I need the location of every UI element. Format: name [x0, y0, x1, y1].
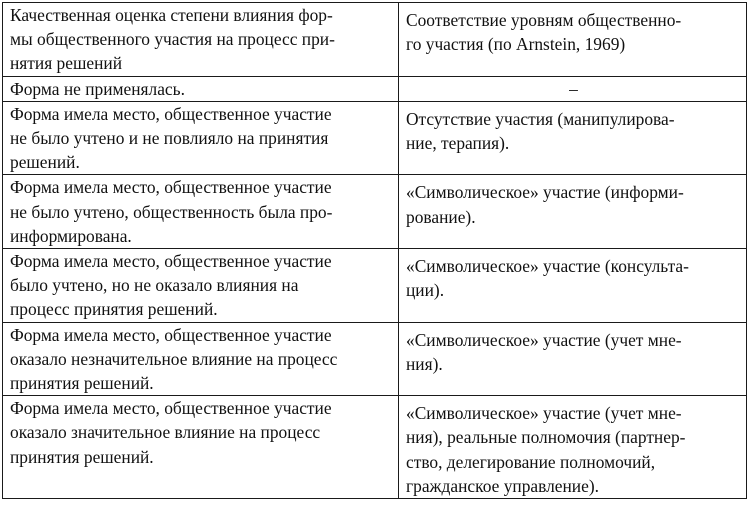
table-row [3, 322, 747, 396]
cell-line: ния). [406, 353, 443, 374]
row-assessment-cell [3, 76, 399, 101]
row-level-cell [399, 76, 747, 101]
cell-line: процесс принятия решений. [10, 299, 218, 320]
table-row [3, 175, 747, 249]
cell-line: оказало значительное влияние на процесс [10, 422, 321, 443]
header-cell-arnstein-levels [399, 3, 747, 77]
row-level-cell [399, 175, 747, 249]
row-assessment-cell [3, 249, 399, 323]
table-header-row [3, 3, 747, 77]
table-row [3, 76, 747, 101]
cell-line: «Символическое» участие (информи- [406, 182, 684, 203]
header-left-line: мы общественного участия на процесс при- [10, 29, 335, 50]
cell-line: рование). [406, 206, 476, 227]
cell-line: «Символическое» участие (консульта- [406, 256, 689, 277]
header-left-line: Качественная оценка степени влияния фор- [10, 5, 333, 25]
cell-line: решений. [10, 152, 80, 173]
cell-line: оказало незначительное влияние на процесс [10, 348, 338, 369]
row-assessment-cell [3, 175, 399, 249]
row-assessment-cell [3, 396, 399, 499]
row-assessment-cell [3, 101, 399, 175]
cell-line: ство, делегирование полномочий, [406, 451, 656, 472]
cell-line: «Символическое» участие (учет мне- [406, 403, 682, 424]
cell-line: информирована. [10, 225, 132, 246]
header-right-line: го участия (по Arnstein, 1969) [406, 34, 626, 55]
cell-line: принятия решений. [10, 373, 154, 394]
table-row [3, 101, 747, 175]
cell-line: Форма имела место, общественное участие [10, 324, 332, 345]
table-row [3, 396, 747, 499]
cell-line: принятия решений. [10, 446, 154, 467]
cell-line: ния), реальные полномочия (партнер- [406, 427, 686, 448]
table-row [3, 249, 747, 323]
cell-line: ние, терапия). [406, 133, 510, 154]
cell-line: Форма имела место, общественное участие [10, 251, 332, 272]
row-level-cell [399, 249, 747, 323]
cell-line: «Символическое» участие (учет мне- [406, 329, 682, 350]
cell-line: ции). [406, 280, 445, 301]
cell-line: Форма имела место, общественное участие [10, 177, 332, 198]
header-right-line: Соответствие уровням общественно- [406, 10, 682, 30]
header-left-line: нятия решений [10, 53, 123, 74]
participation-table [2, 2, 747, 499]
cell-line: Форма имела место, общественное участие [10, 398, 332, 419]
row-assessment-cell [3, 322, 399, 396]
cell-line: не было учтено и не повлияло на принятия [10, 128, 329, 149]
cell-line: гражданское управление). [406, 475, 599, 496]
cell-line: было учтено, но не оказало влияния на [10, 275, 299, 296]
row-level-cell [399, 322, 747, 396]
cell-line: не было учтено, общественность была про- [10, 201, 333, 222]
row-level-cell [399, 396, 747, 499]
cell-line: – [569, 78, 578, 99]
row-level-cell [399, 101, 747, 175]
header-cell-assessment [3, 3, 399, 77]
cell-line: Отсутствие участия (манипулирова- [406, 108, 675, 129]
cell-line: Форма не применялась. [10, 78, 185, 99]
cell-line: Форма имела место, общественное участие [10, 103, 332, 124]
